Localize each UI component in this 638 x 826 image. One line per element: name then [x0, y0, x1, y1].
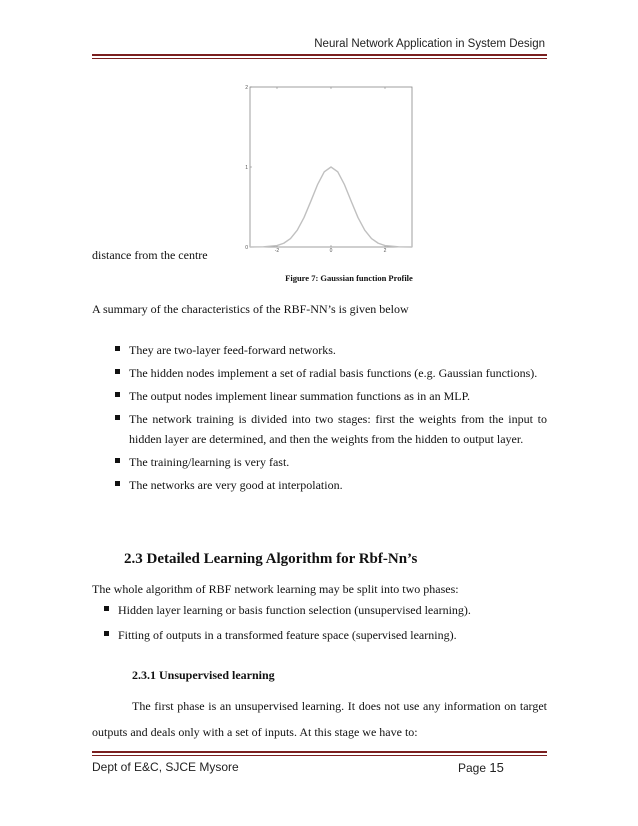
- footer-page: [458, 760, 504, 775]
- subsection-heading: 2.3.1 Unsupervised learning: [132, 668, 275, 682]
- footer-rule-thin: [92, 755, 547, 756]
- gaussian-curve: [250, 167, 412, 247]
- footer-rule: [92, 751, 547, 753]
- phases-list: [92, 600, 547, 650]
- y-tick-label: 2: [245, 85, 248, 91]
- section-intro: The whole algorithm of RBF network learning may be split into two phases:: [92, 582, 459, 596]
- characteristics-list: [92, 340, 547, 498]
- page-header: Neural Network Application in System Design: [314, 38, 545, 50]
- summary-text: A summary of the characteristics of the RBF-NN’s is given below: [92, 302, 409, 316]
- y-tick-label: 1: [245, 165, 248, 171]
- list-item: The hidden nodes implement a set of radial basis functions (e.g. Gaussian functions).: [92, 363, 547, 383]
- x-tick-label: 0: [329, 248, 333, 252]
- bullet-square-icon: [115, 346, 120, 351]
- x-tick-label: 2: [383, 248, 387, 252]
- footer-department: Dept of E&C, SJCE Mysore: [92, 760, 239, 774]
- list-item: Fitting of outputs in a transformed feature space (supervised learning).: [92, 625, 547, 645]
- x-tick-label: -2: [274, 248, 280, 252]
- body-paragraph: The first phase is an unsupervised learning. It does not use any information on target outputs and deals only with a set of inputs. At this stage we have to:: [92, 699, 547, 739]
- gaussian-chart: [240, 82, 440, 252]
- list-item: The network training is divided into two stages: first the weights from the input to hidden layer are determined, and then the weights from the hidden to output layer.: [92, 409, 547, 449]
- bullet-square-icon: [115, 369, 120, 374]
- list-item: Hidden layer learning or basis function selection (unsupervised learning).: [92, 600, 547, 620]
- bullet-square-icon: [115, 481, 120, 486]
- list-item: The output nodes implement linear summation functions as in an MLP.: [92, 386, 547, 406]
- section-heading: 2.3 Detailed Learning Algorithm for Rbf-Nn’s: [124, 551, 418, 567]
- header-rule: [92, 54, 547, 56]
- list-item: The networks are very good at interpolation.: [92, 475, 547, 495]
- bullet-square-icon: [104, 606, 109, 611]
- figure-side-text: distance from the centre: [92, 248, 208, 262]
- header-rule-thin: [92, 58, 547, 59]
- list-item: They are two-layer feed-forward networks.: [92, 340, 547, 360]
- page-label: Page: [458, 761, 487, 775]
- y-tick-label: 0: [245, 245, 248, 251]
- bullet-square-icon: [115, 415, 120, 420]
- bullet-square-icon: [115, 392, 120, 397]
- page-number: 15: [489, 760, 504, 775]
- list-item: The training/learning is very fast.: [92, 452, 547, 472]
- figure-caption: Figure 7: Gaussian function Profile: [285, 273, 413, 283]
- bullet-square-icon: [115, 458, 120, 463]
- bullet-square-icon: [104, 631, 109, 636]
